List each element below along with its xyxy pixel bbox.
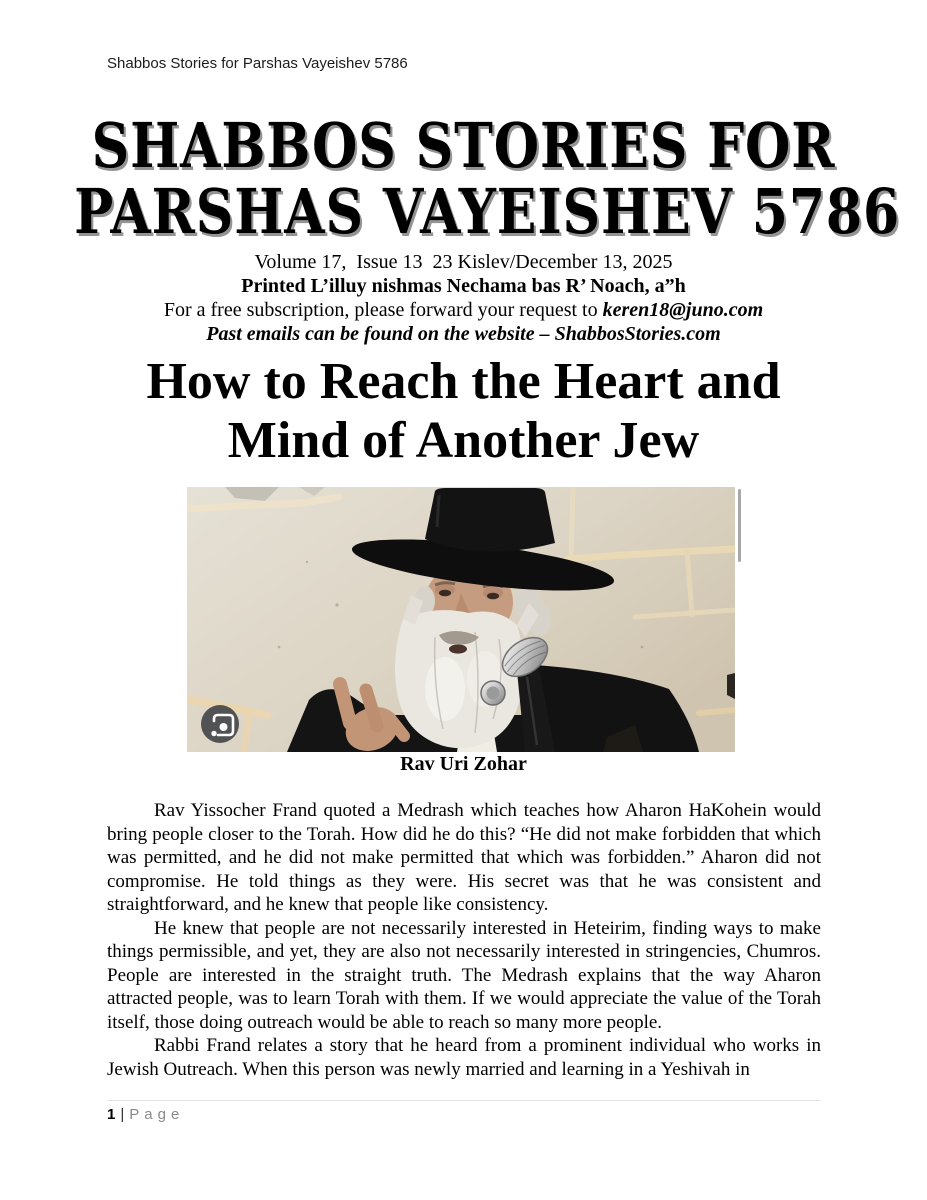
article-photo	[187, 487, 735, 752]
footer-page-label: Page	[129, 1106, 185, 1123]
footer-page-number: 1	[107, 1106, 116, 1123]
body-paragraph-1: Rav Yissocher Frand quoted a Medrash which teaches how Aharon HaKohein would bring people closer to the Torah. How did he do this? “He did not make forbidden that which was permitted, and he did not make permitted that which was forbidden.” Aharon did not compromise. He told things as they were. His secret was that he was consistent and straightforward, and he knew that people like consistency.	[107, 800, 821, 915]
article-title-line-1: How to Reach the Heart and	[146, 353, 781, 410]
google-lens-icon[interactable]	[201, 705, 239, 743]
body-paragraph-3: Rabbi Frand relates a story that he heard from a prominent individual who works in Jewish Outreach. When this person was newly married and learning in a Yeshivah in	[107, 1035, 821, 1080]
dark-edge-object	[727, 673, 735, 699]
article-body	[107, 799, 821, 1081]
footer-divider	[107, 1100, 821, 1101]
mouth	[449, 644, 467, 653]
subscription-text: For a free subscription, please forward your request to	[163, 299, 603, 321]
running-header: Shabbos Stories for Parshas Vayeishev 5786	[107, 55, 408, 72]
subscription-email: keren18@juno.com	[602, 299, 764, 321]
photo-scrollbar-thumb[interactable]	[738, 489, 741, 562]
volume-issue-line: Volume 17, Issue 13 23 Kislev/December 13, 2025	[254, 251, 673, 273]
masthead-title-line-2: PARSHAS VAYEISHEV 5786	[74, 175, 901, 248]
subscription-line	[0, 299, 927, 322]
page-footer	[107, 1106, 184, 1123]
body-paragraph-2: He knew that people are not necessarily interested in Heteirim, finding ways to make things permissible, and yet, they are also not necessarily interested in stringencies, Chumros. People are interested in the straight truth. The Medrash explains that the way Aharon attracted people, was to learn Torah with them. If we would appreciate the value of the Torah itself, those doing outreach would be able to reach so many more people.	[107, 917, 821, 1033]
article-title	[0, 352, 927, 470]
article-title-line-2: Mind of Another Jew	[227, 412, 700, 469]
footer-separator: |	[120, 1106, 125, 1123]
masthead-title-line-1: SHABBOS STORIES FOR	[91, 109, 836, 182]
website-line: Past emails can be found on the website – ShabbosStories.com	[206, 323, 721, 345]
photo-caption: Rav Uri Zohar	[400, 753, 527, 775]
rav-uri-zohar-photo	[187, 487, 735, 752]
dedication-line: Printed L’illuy nishmas Nechama bas R’ Noach, a”h	[241, 275, 686, 297]
newsletter-masthead	[0, 109, 927, 248]
